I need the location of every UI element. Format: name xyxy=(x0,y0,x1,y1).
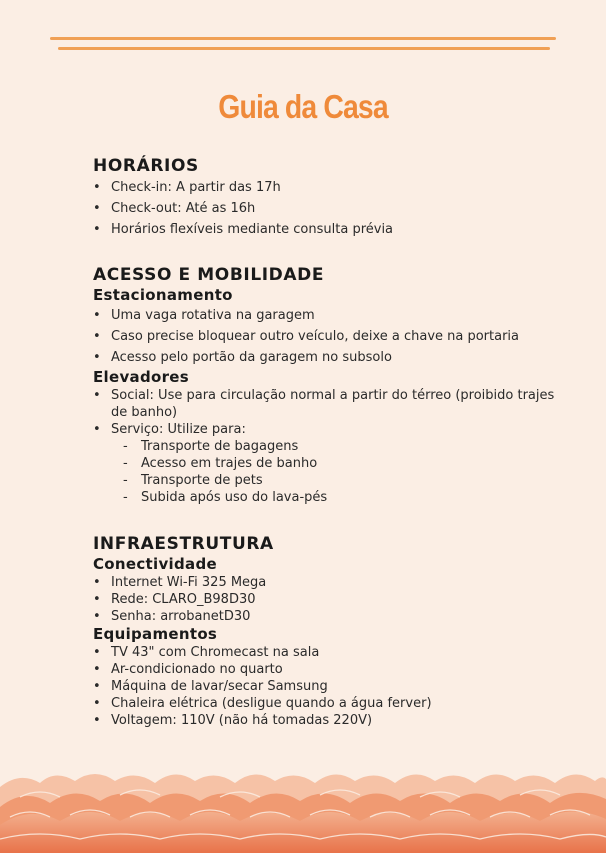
horarios-list xyxy=(93,177,563,240)
list-item: • TV 43" com Chromecast na sala xyxy=(93,644,563,661)
section-horarios xyxy=(93,155,563,240)
sublist-item: - Transporte de bagagens xyxy=(123,438,563,455)
section-heading: HORÁRIOS xyxy=(93,156,199,176)
waves-illustration xyxy=(0,767,606,853)
list-item-text: Serviço: Utilize para: xyxy=(111,422,246,437)
list-item: • Rede: CLARO_B98D30 xyxy=(93,591,563,608)
list-item: • Horários flexíveis mediante consulta prévia xyxy=(93,219,563,240)
subsection-heading: Elevadores xyxy=(93,368,190,386)
list-item: • Check-out: Até as 16h xyxy=(93,198,563,219)
list-item: • Internet Wi-Fi 325 Mega xyxy=(93,574,563,591)
list-item: • Caso precise bloquear outro veículo, deixe a chave na portaria xyxy=(93,326,563,347)
list-item: • Ar-condicionado no quarto xyxy=(93,661,563,678)
list-item: • Social: Use para circulação normal a partir do térreo (proibido trajes de banho) xyxy=(93,387,563,421)
list-item: • Acesso pelo portão da garagem no subsolo xyxy=(93,347,563,368)
list-item: • Chaleira elétrica (desligue quando a água ferver) xyxy=(93,695,563,712)
sublist-item: - Subida após uso do lava-pés xyxy=(123,489,563,506)
subsection-heading: Equipamentos xyxy=(93,625,218,643)
list-item: • Máquina de lavar/secar Samsung xyxy=(93,678,563,695)
list-item: • Uma vaga rotativa na garagem xyxy=(93,305,563,326)
list-item: • Senha: arrobanetD30 xyxy=(93,608,563,625)
section-acesso xyxy=(93,264,563,506)
list-item: • Check-in: A partir das 17h xyxy=(93,177,563,198)
equipamentos-list xyxy=(93,644,563,729)
section-infra xyxy=(93,533,563,729)
servico-sublist xyxy=(93,438,563,506)
elevadores-list xyxy=(93,387,563,506)
list-item: • Voltagem: 110V (não há tomadas 220V) xyxy=(93,712,563,729)
sublist-item: - Transporte de pets xyxy=(123,472,563,489)
subsection-heading: Estacionamento xyxy=(93,286,233,304)
subsection-heading: Conectividade xyxy=(93,555,217,573)
page-title: Guia da Casa xyxy=(218,88,388,125)
list-item xyxy=(93,421,563,506)
content xyxy=(93,155,563,729)
sublist-item: - Acesso em trajes de banho xyxy=(123,455,563,472)
top-rule-inner xyxy=(58,47,550,50)
section-heading: ACESSO E MOBILIDADE xyxy=(93,265,325,285)
conectividade-list xyxy=(93,574,563,625)
top-rule xyxy=(50,37,556,40)
estacionamento-list xyxy=(93,305,563,368)
section-heading: INFRAESTRUTURA xyxy=(93,534,274,554)
